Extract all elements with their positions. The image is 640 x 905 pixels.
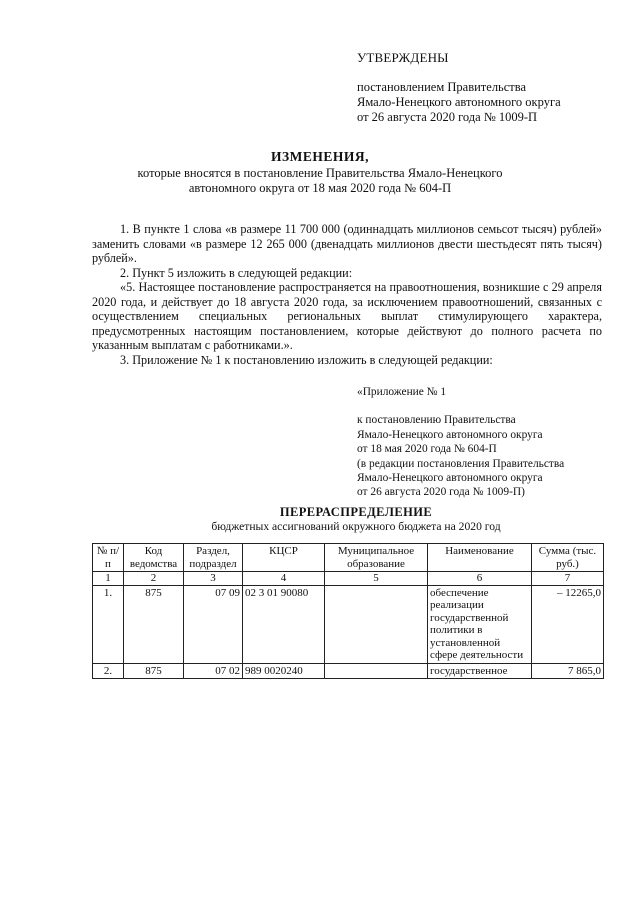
- table-title: ПЕРЕРАСПРЕДЕЛЕНИЕ: [279, 505, 433, 519]
- appendix-title: «Приложение № 1: [357, 386, 447, 398]
- item-2-quote-paragraph: «5. Настоящее постановление распространяется на правоотношения, возникшие с 29 апреля 2020 года, и действует до 18 августа 2020 года, за исключением правоотношений, связанных с осуществлением специальных региональных выплат стимулирующего характера, предусмотренных настоящим постановлением, которые действуют до полного расчета по указанным выплатам с работниками.».: [92, 280, 602, 352]
- dept-code: 875: [124, 585, 184, 663]
- subtitle-line: автономного округа от 18 мая 2020 года № 604-П: [188, 181, 452, 195]
- amount: 7 865,0: [532, 663, 604, 679]
- appendix-header: [357, 385, 564, 500]
- table-row: [93, 585, 604, 663]
- approval-line: от 26 августа 2020 года № 1009-П: [357, 110, 538, 124]
- appendix-line: от 18 мая 2020 года № 604-П: [357, 443, 497, 456]
- item-2-paragraph: 2. Пункт 5 изложить в следующей редакции:: [120, 265, 353, 280]
- subtitle-line: которые вносятся в постановление Правительства Ямало-Ненецкого: [137, 166, 503, 180]
- item-3-paragraph: 3. Приложение № 1 к постановлению изложить в следующей редакции:: [120, 352, 493, 367]
- dept-code: 875: [124, 663, 184, 679]
- header-cell: Код ведомства: [124, 544, 184, 572]
- document-title: ИЗМЕНЕНИЯ,: [270, 149, 369, 164]
- header-cell: Раздел, подраздел: [184, 544, 243, 572]
- document-subtitle: [90, 166, 550, 196]
- table-subtitle: бюджетных ассигнований окружного бюджета на 2020 год: [211, 520, 501, 533]
- row-number: 2.: [93, 663, 124, 679]
- column-number: 3: [184, 572, 243, 586]
- header-cell: Наименование: [428, 544, 532, 572]
- item-name: обеспечение реализации государственной политики в установленной сфере деятельности: [428, 585, 532, 663]
- section-code: 07 09: [184, 585, 243, 663]
- table-row: [93, 663, 604, 679]
- item-1-paragraph: 1. В пункте 1 слова «в размере 11 700 000 (одиннадцать миллионов семьсот тысяч) рублей» заменить словами «в размере 12 265 000 (двенадцать миллионов двести шестьдесят пять тысяч) рублей».: [92, 222, 602, 265]
- appendix-line: от 26 августа 2020 года № 1009-П): [357, 486, 525, 499]
- item-name: государственное: [428, 663, 532, 679]
- column-number: 2: [124, 572, 184, 586]
- header-cell: КЦСР: [243, 544, 325, 572]
- approval-line: Ямало-Ненецкого автономного округа: [357, 95, 561, 109]
- column-number: 6: [428, 572, 532, 586]
- header-cell: Сумма (тыс. руб.): [532, 544, 604, 572]
- reallocation-table: [92, 543, 604, 679]
- header-cell: № п/п: [93, 544, 124, 572]
- column-number: 7: [532, 572, 604, 586]
- row-number: 1.: [93, 585, 124, 663]
- section-code: 07 02: [184, 663, 243, 679]
- municipality: [325, 663, 428, 679]
- header-cell: Муниципальное образование: [325, 544, 428, 572]
- amount: – 12265,0: [532, 585, 604, 663]
- municipality: [325, 585, 428, 663]
- appendix-line: Ямало-Ненецкого автономного округа: [357, 472, 543, 485]
- document-body: [92, 222, 602, 367]
- appendix-line: Ямало-Ненецкого автономного округа: [357, 428, 543, 441]
- kcsr-code: 989 0020240: [243, 663, 325, 679]
- approval-line: постановлением Правительства: [357, 80, 527, 94]
- table-header-row: [93, 544, 604, 572]
- approval-stamp: УТВЕРЖДЕНЫ: [357, 50, 449, 65]
- appendix-line: к постановлению Правительства: [357, 414, 516, 427]
- column-number-row: [93, 572, 604, 586]
- kcsr-code: 02 3 01 90080: [243, 585, 325, 663]
- approval-details: [357, 80, 561, 125]
- column-number: 5: [325, 572, 428, 586]
- column-number: 4: [243, 572, 325, 586]
- appendix-line: (в редакции постановления Правительства: [357, 457, 565, 470]
- column-number: 1: [93, 572, 124, 586]
